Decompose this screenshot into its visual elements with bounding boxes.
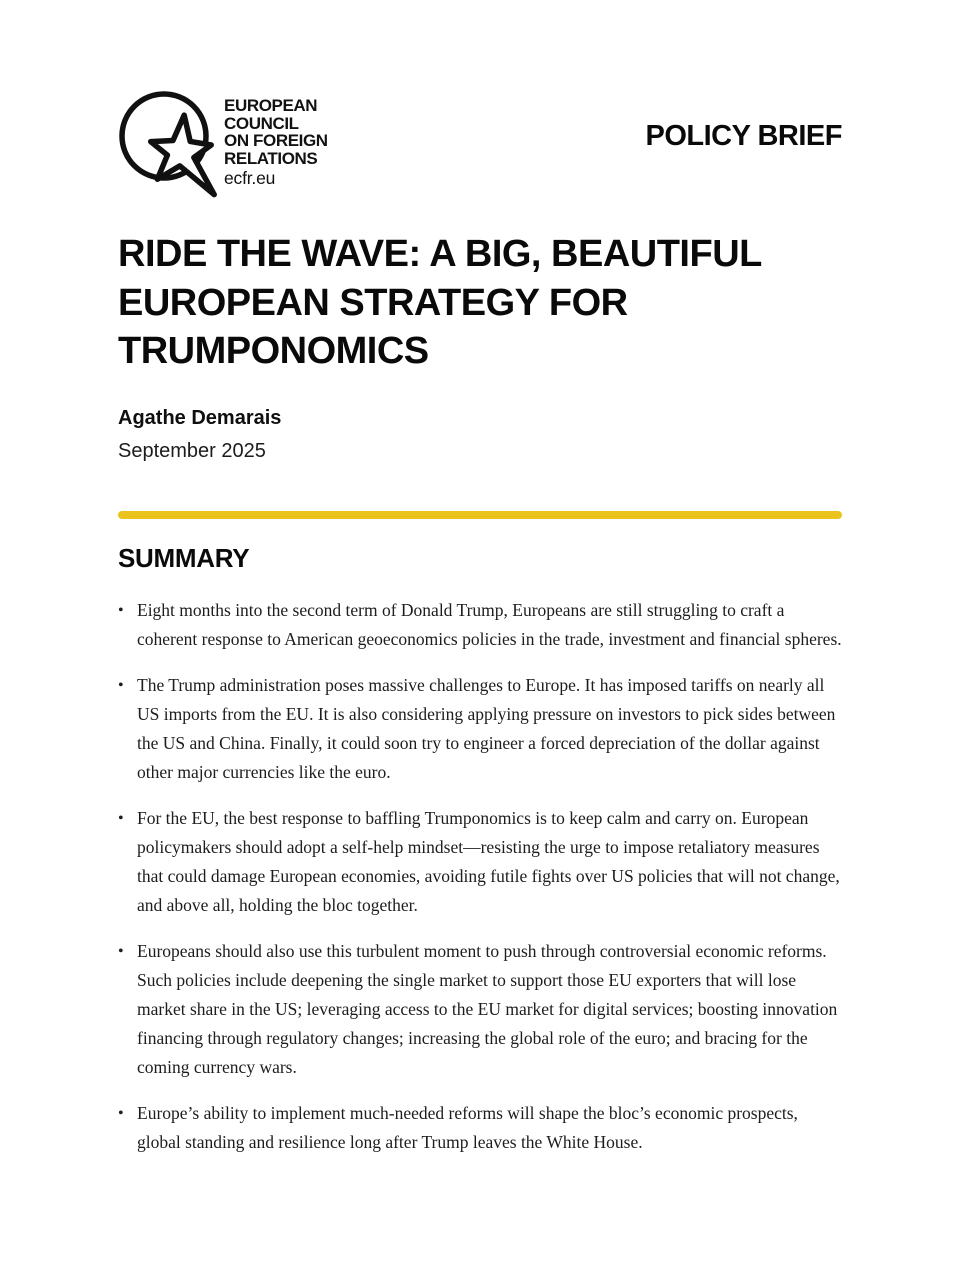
publication-date: September 2025 (118, 440, 266, 462)
document-type-label: POLICY BRIEF (645, 120, 842, 152)
summary-bullet-text: Europe’s ability to implement much-needed reforms will shape the bloc’s economic prospects, global standing and resilience long after Trump leaves the White House. (137, 1103, 798, 1152)
page-title (118, 230, 762, 376)
title-line: RIDE THE WAVE: A BIG, BEAUTIFUL (118, 233, 762, 275)
ecfr-logo-wordmark (224, 97, 328, 188)
summary-bullet-text: For the EU, the best response to baffling Trumponomics is to keep calm and carry on. European policymakers should adopt a self-help mindset—resisting the urge to impose retaliatory measures that could damage European economies, avoiding futile fights over US policies that will not change, and above all, holding the bloc together. (137, 808, 840, 915)
title-line: TRUMPONOMICS (118, 330, 429, 372)
summary-bullet-item (118, 804, 846, 920)
logo-org-line: COUNCIL (224, 113, 299, 133)
summary-bullet-list (118, 596, 846, 1174)
logo-website: ecfr.eu (224, 168, 276, 188)
logo-org-line: RELATIONS (224, 148, 318, 168)
summary-bullet-text: Eight months into the second term of Donald Trump, Europeans are still struggling to craft a coherent response to American geoeconomics policies in the trade, investment and financial spheres. (137, 600, 842, 649)
logo-org-line: ON FOREIGN (224, 131, 328, 150)
summary-bullet-text: Europeans should also use this turbulent moment to push through controversial economic reforms. Such policies include deepening the single market to support those EU exporters that will lose market share in the US; leveraging access to the EU market for digital services; boosting innovation financing through regulatory changes; increasing the global role of the euro; and bracing for the coming currency wars. (137, 941, 838, 1077)
bullet-marker: • (118, 943, 124, 960)
bullet-marker: • (118, 810, 124, 827)
bullet-marker: • (118, 602, 124, 619)
title-line: EUROPEAN STRATEGY FOR (118, 281, 628, 324)
summary-bullet-item (118, 937, 846, 1082)
summary-heading: SUMMARY (118, 543, 250, 573)
author-name: Agathe Demarais (118, 407, 282, 429)
ecfr-circle-star-logo-icon (118, 88, 220, 208)
bullet-marker: • (118, 677, 124, 694)
summary-bullet-text: The Trump administration poses massive challenges to Europe. It has imposed tariffs on nearly all US imports from the EU. It is also considering applying pressure on investors to pick sides between the US and China. Finally, it could soon try to engineer a forced depreciation of the dollar against other major currencies like the euro. (137, 675, 836, 782)
summary-bullet-item (118, 1099, 846, 1157)
bullet-marker: • (118, 1105, 124, 1122)
summary-bullet-item (118, 671, 846, 787)
summary-bullet-item (118, 596, 846, 654)
yellow-divider-rule (118, 511, 842, 519)
logo-org-line: EUROPEAN (224, 96, 318, 115)
